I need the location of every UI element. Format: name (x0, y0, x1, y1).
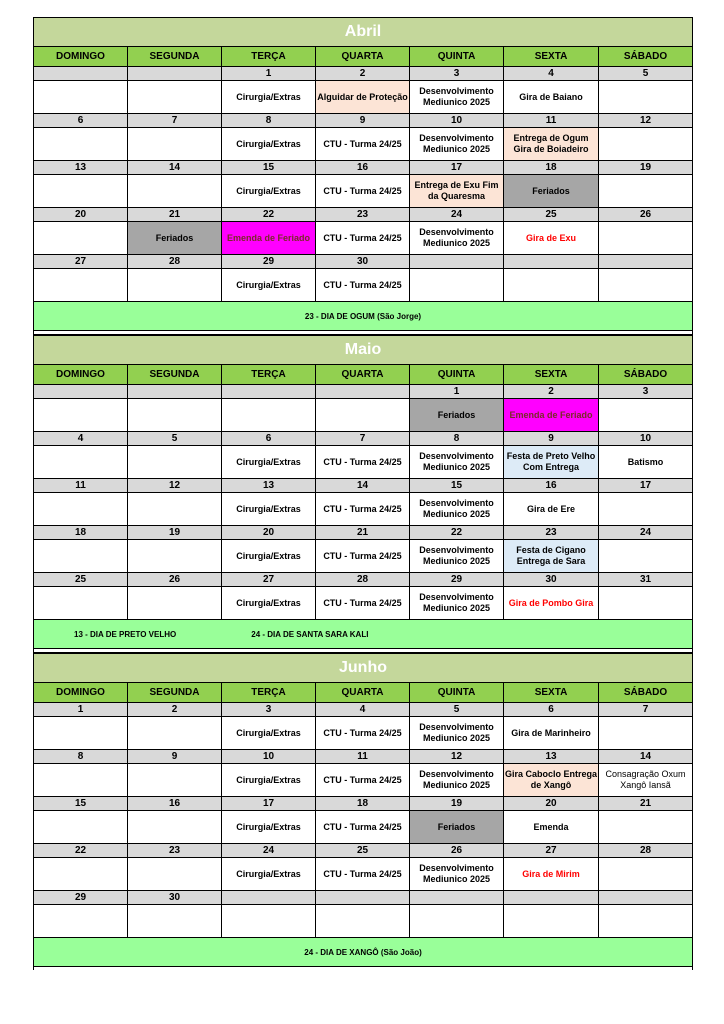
event-cell: Desenvolvimento Mediunico 2025 (410, 128, 504, 161)
week-numbers (34, 432, 692, 446)
day-number: 30 (128, 891, 222, 905)
day-number (34, 67, 128, 81)
empty-cell (599, 269, 692, 302)
week-numbers (34, 67, 692, 81)
empty-cell (128, 858, 222, 891)
day-number: 25 (316, 844, 410, 858)
event-cell: CTU - Turma 24/25 (316, 175, 410, 208)
day-number: 23 (128, 844, 222, 858)
empty-cell (34, 717, 128, 750)
day-number: 10 (410, 114, 504, 128)
week-events (34, 81, 692, 114)
day-number (222, 891, 316, 905)
weekday-sexta: SEXTA (504, 47, 599, 67)
event-cell: Batismo (599, 446, 692, 479)
weekday-terça: TERÇA (222, 47, 316, 67)
day-number: 30 (316, 255, 410, 269)
weekday-quarta: QUARTA (316, 683, 410, 703)
empty-cell (599, 858, 692, 891)
empty-cell (34, 858, 128, 891)
day-number: 9 (128, 750, 222, 764)
day-number: 10 (222, 750, 316, 764)
empty-cell (34, 764, 128, 797)
weekday-terça: TERÇA (222, 683, 316, 703)
day-number: 13 (222, 479, 316, 493)
event-cell: Consagração Oxum Xangô Iansã (599, 764, 692, 797)
week-numbers (34, 161, 692, 175)
empty-cell (34, 269, 128, 302)
day-number: 15 (34, 797, 128, 811)
event-cell: Cirurgia/Extras (222, 493, 316, 526)
empty-cell (128, 905, 222, 938)
note-text: 24 - DIA DE XANGÔ (São João) (304, 947, 422, 957)
week-numbers (34, 208, 692, 222)
day-number (222, 385, 316, 399)
day-number (34, 385, 128, 399)
weekday-segunda: SEGUNDA (128, 47, 222, 67)
day-number: 10 (599, 432, 692, 446)
day-number: 11 (316, 750, 410, 764)
day-number: 4 (34, 432, 128, 446)
day-number: 19 (410, 797, 504, 811)
event-cell: Gira de Exu (504, 222, 599, 255)
event-cell: Desenvolvimento Mediunico 2025 (410, 717, 504, 750)
week-numbers (34, 385, 692, 399)
event-cell: Festa de Cigano Entrega de Sara (504, 540, 599, 573)
week-events (34, 399, 692, 432)
day-number: 5 (599, 67, 692, 81)
event-cell: Desenvolvimento Mediunico 2025 (410, 81, 504, 114)
week-events (34, 811, 692, 844)
day-number: 14 (599, 750, 692, 764)
day-number: 14 (316, 479, 410, 493)
day-number (599, 255, 692, 269)
day-number (599, 891, 692, 905)
day-number: 22 (222, 208, 316, 222)
event-cell: Cirurgia/Extras (222, 764, 316, 797)
day-number: 21 (128, 208, 222, 222)
empty-cell (128, 128, 222, 161)
day-number: 24 (222, 844, 316, 858)
day-number: 21 (599, 797, 692, 811)
empty-cell (128, 446, 222, 479)
empty-cell (599, 717, 692, 750)
event-cell: Desenvolvimento Mediunico 2025 (410, 764, 504, 797)
empty-cell (34, 222, 128, 255)
day-number (504, 891, 599, 905)
week-events (34, 493, 692, 526)
day-number: 6 (222, 432, 316, 446)
calendar-end (34, 967, 692, 970)
day-number: 18 (316, 797, 410, 811)
week-numbers (34, 114, 692, 128)
empty-cell (128, 587, 222, 620)
calendar (33, 17, 693, 970)
day-number: 16 (128, 797, 222, 811)
day-number: 9 (504, 432, 599, 446)
day-number: 26 (128, 573, 222, 587)
event-cell: Gira de Mirim (504, 858, 599, 891)
empty-cell (599, 811, 692, 844)
event-cell: Entrega de Ogum Gira de Boiadeiro (504, 128, 599, 161)
day-number: 17 (599, 479, 692, 493)
event-cell: Gira de Ere (504, 493, 599, 526)
day-number: 27 (34, 255, 128, 269)
weekday-header (34, 47, 692, 67)
day-number: 15 (222, 161, 316, 175)
day-number: 8 (410, 432, 504, 446)
weekday-sexta: SEXTA (504, 365, 599, 385)
week-events (34, 446, 692, 479)
month-title: Maio (34, 335, 692, 365)
week-events (34, 764, 692, 797)
week-numbers (34, 797, 692, 811)
day-number: 20 (222, 526, 316, 540)
event-cell: Feriados (504, 175, 599, 208)
week-events (34, 905, 692, 938)
day-number: 2 (504, 385, 599, 399)
day-number (128, 67, 222, 81)
day-number: 13 (504, 750, 599, 764)
day-number: 20 (34, 208, 128, 222)
event-cell: CTU - Turma 24/25 (316, 493, 410, 526)
empty-cell (34, 446, 128, 479)
day-number: 22 (34, 844, 128, 858)
event-cell: Cirurgia/Extras (222, 858, 316, 891)
month-notes (34, 938, 692, 967)
event-cell: CTU - Turma 24/25 (316, 587, 410, 620)
week-events (34, 717, 692, 750)
note-text: 23 - DIA DE OGUM (São Jorge) (304, 311, 422, 321)
note-text: 24 - DIA DE SANTA SARA KALI (251, 629, 369, 639)
week-numbers (34, 750, 692, 764)
week-events (34, 222, 692, 255)
day-number: 29 (410, 573, 504, 587)
event-cell: Alguidar de Proteção (316, 81, 410, 114)
day-number: 12 (128, 479, 222, 493)
day-number: 19 (599, 161, 692, 175)
event-cell: Desenvolvimento Mediunico 2025 (410, 446, 504, 479)
day-number: 26 (599, 208, 692, 222)
day-number: 19 (128, 526, 222, 540)
weekday-quarta: QUARTA (316, 365, 410, 385)
event-cell: Cirurgia/Extras (222, 81, 316, 114)
day-number: 18 (504, 161, 599, 175)
note-text: 13 - DIA DE PRETO VELHO (74, 629, 177, 639)
day-number: 7 (316, 432, 410, 446)
month-title: Junho (34, 653, 692, 683)
empty-cell (599, 540, 692, 573)
empty-cell (316, 399, 410, 432)
event-cell: Desenvolvimento Mediunico 2025 (410, 587, 504, 620)
day-number: 30 (504, 573, 599, 587)
empty-cell (222, 399, 316, 432)
day-number: 2 (128, 703, 222, 717)
empty-cell (128, 493, 222, 526)
empty-cell (128, 81, 222, 114)
weekday-quinta: QUINTA (410, 683, 504, 703)
day-number: 17 (222, 797, 316, 811)
empty-cell (599, 128, 692, 161)
week-numbers (34, 255, 692, 269)
empty-cell (34, 175, 128, 208)
day-number: 12 (410, 750, 504, 764)
day-number: 27 (504, 844, 599, 858)
day-number: 16 (316, 161, 410, 175)
empty-cell (34, 81, 128, 114)
event-cell: Gira de Baiano (504, 81, 599, 114)
event-cell: Cirurgia/Extras (222, 269, 316, 302)
day-number: 1 (222, 67, 316, 81)
weekday-quarta: QUARTA (316, 47, 410, 67)
event-cell: Emenda de Feriado (222, 222, 316, 255)
month-notes (34, 302, 692, 331)
weekday-terça: TERÇA (222, 365, 316, 385)
event-cell: CTU - Turma 24/25 (316, 858, 410, 891)
weekday-quinta: QUINTA (410, 365, 504, 385)
event-cell: CTU - Turma 24/25 (316, 811, 410, 844)
event-cell: CTU - Turma 24/25 (316, 222, 410, 255)
empty-cell (599, 175, 692, 208)
day-number: 17 (410, 161, 504, 175)
month-junho (33, 653, 693, 970)
event-cell: Gira de Marinheiro (504, 717, 599, 750)
day-number: 9 (316, 114, 410, 128)
empty-cell (504, 269, 599, 302)
day-number: 2 (316, 67, 410, 81)
event-cell: CTU - Turma 24/25 (316, 540, 410, 573)
month-abril (33, 17, 693, 335)
week-numbers (34, 891, 692, 905)
empty-cell (316, 905, 410, 938)
empty-cell (34, 399, 128, 432)
event-cell: Feriados (410, 811, 504, 844)
day-number: 3 (410, 67, 504, 81)
event-cell: Cirurgia/Extras (222, 717, 316, 750)
empty-cell (34, 811, 128, 844)
empty-cell (34, 128, 128, 161)
empty-cell (34, 587, 128, 620)
day-number: 7 (128, 114, 222, 128)
day-number: 8 (34, 750, 128, 764)
empty-cell (128, 175, 222, 208)
day-number: 23 (504, 526, 599, 540)
empty-cell (128, 717, 222, 750)
weekday-domingo: DOMINGO (34, 365, 128, 385)
weekday-sexta: SEXTA (504, 683, 599, 703)
week-events (34, 587, 692, 620)
event-cell: Gira Caboclo Entrega de Xangô (504, 764, 599, 797)
day-number: 11 (504, 114, 599, 128)
day-number: 5 (128, 432, 222, 446)
event-cell: Festa de Preto Velho Com Entrega (504, 446, 599, 479)
day-number (410, 255, 504, 269)
event-cell: Desenvolvimento Mediunico 2025 (410, 858, 504, 891)
day-number: 8 (222, 114, 316, 128)
week-numbers (34, 573, 692, 587)
day-number (410, 891, 504, 905)
empty-cell (410, 905, 504, 938)
day-number: 11 (34, 479, 128, 493)
day-number: 4 (316, 703, 410, 717)
day-number: 12 (599, 114, 692, 128)
day-number: 29 (34, 891, 128, 905)
empty-cell (599, 493, 692, 526)
event-cell: CTU - Turma 24/25 (316, 269, 410, 302)
event-cell: Cirurgia/Extras (222, 175, 316, 208)
empty-cell (128, 540, 222, 573)
day-number: 20 (504, 797, 599, 811)
day-number: 22 (410, 526, 504, 540)
weekday-sábado: SÁBADO (599, 683, 692, 703)
day-number: 21 (316, 526, 410, 540)
event-cell: Feriados (410, 399, 504, 432)
day-number: 25 (34, 573, 128, 587)
day-number: 6 (504, 703, 599, 717)
week-numbers (34, 479, 692, 493)
weekday-sábado: SÁBADO (599, 365, 692, 385)
day-number: 18 (34, 526, 128, 540)
day-number (316, 385, 410, 399)
empty-cell (128, 399, 222, 432)
empty-cell (222, 905, 316, 938)
weekday-segunda: SEGUNDA (128, 365, 222, 385)
day-number: 13 (34, 161, 128, 175)
day-number: 1 (34, 703, 128, 717)
day-number: 28 (599, 844, 692, 858)
empty-cell (34, 493, 128, 526)
day-number: 14 (128, 161, 222, 175)
weekday-domingo: DOMINGO (34, 683, 128, 703)
empty-cell (599, 399, 692, 432)
event-cell: Gira de Pombo Gira (504, 587, 599, 620)
event-cell: CTU - Turma 24/25 (316, 717, 410, 750)
day-number: 23 (316, 208, 410, 222)
day-number: 28 (128, 255, 222, 269)
empty-cell (34, 540, 128, 573)
event-cell: Cirurgia/Extras (222, 811, 316, 844)
empty-cell (410, 269, 504, 302)
day-number: 5 (410, 703, 504, 717)
day-number (316, 891, 410, 905)
empty-cell (504, 905, 599, 938)
day-number: 15 (410, 479, 504, 493)
week-events (34, 269, 692, 302)
day-number: 24 (410, 208, 504, 222)
event-cell: Desenvolvimento Mediunico 2025 (410, 540, 504, 573)
day-number: 26 (410, 844, 504, 858)
weekday-domingo: DOMINGO (34, 47, 128, 67)
day-number: 6 (34, 114, 128, 128)
day-number: 27 (222, 573, 316, 587)
week-numbers (34, 844, 692, 858)
event-cell: Cirurgia/Extras (222, 446, 316, 479)
day-number: 16 (504, 479, 599, 493)
day-number: 24 (599, 526, 692, 540)
event-cell: Feriados (128, 222, 222, 255)
event-cell: Entrega de Exu Fim da Quaresma (410, 175, 504, 208)
month-maio (33, 335, 693, 653)
weekday-quinta: QUINTA (410, 47, 504, 67)
month-notes (34, 620, 692, 649)
weekday-sábado: SÁBADO (599, 47, 692, 67)
empty-cell (599, 222, 692, 255)
event-cell: Desenvolvimento Mediunico 2025 (410, 493, 504, 526)
event-cell: Desenvolvimento Mediunico 2025 (410, 222, 504, 255)
day-number (128, 385, 222, 399)
empty-cell (599, 905, 692, 938)
event-cell: Emenda de Feriado (504, 399, 599, 432)
empty-cell (599, 587, 692, 620)
day-number: 7 (599, 703, 692, 717)
day-number: 25 (504, 208, 599, 222)
week-events (34, 858, 692, 891)
month-title: Abril (34, 17, 692, 47)
week-events (34, 540, 692, 573)
empty-cell (128, 764, 222, 797)
weekday-header (34, 683, 692, 703)
event-cell: Cirurgia/Extras (222, 128, 316, 161)
day-number: 4 (504, 67, 599, 81)
event-cell: Cirurgia/Extras (222, 587, 316, 620)
day-number: 1 (410, 385, 504, 399)
event-cell: CTU - Turma 24/25 (316, 446, 410, 479)
weekday-segunda: SEGUNDA (128, 683, 222, 703)
event-cell: CTU - Turma 24/25 (316, 128, 410, 161)
day-number: 3 (222, 703, 316, 717)
empty-cell (128, 269, 222, 302)
day-number: 31 (599, 573, 692, 587)
event-cell: CTU - Turma 24/25 (316, 764, 410, 797)
day-number (504, 255, 599, 269)
empty-cell (34, 905, 128, 938)
empty-cell (128, 811, 222, 844)
event-cell: Emenda (504, 811, 599, 844)
week-numbers (34, 703, 692, 717)
day-number: 3 (599, 385, 692, 399)
day-number: 29 (222, 255, 316, 269)
event-cell: Cirurgia/Extras (222, 540, 316, 573)
day-number: 28 (316, 573, 410, 587)
empty-cell (599, 81, 692, 114)
weekday-header (34, 365, 692, 385)
week-events (34, 175, 692, 208)
week-numbers (34, 526, 692, 540)
week-events (34, 128, 692, 161)
